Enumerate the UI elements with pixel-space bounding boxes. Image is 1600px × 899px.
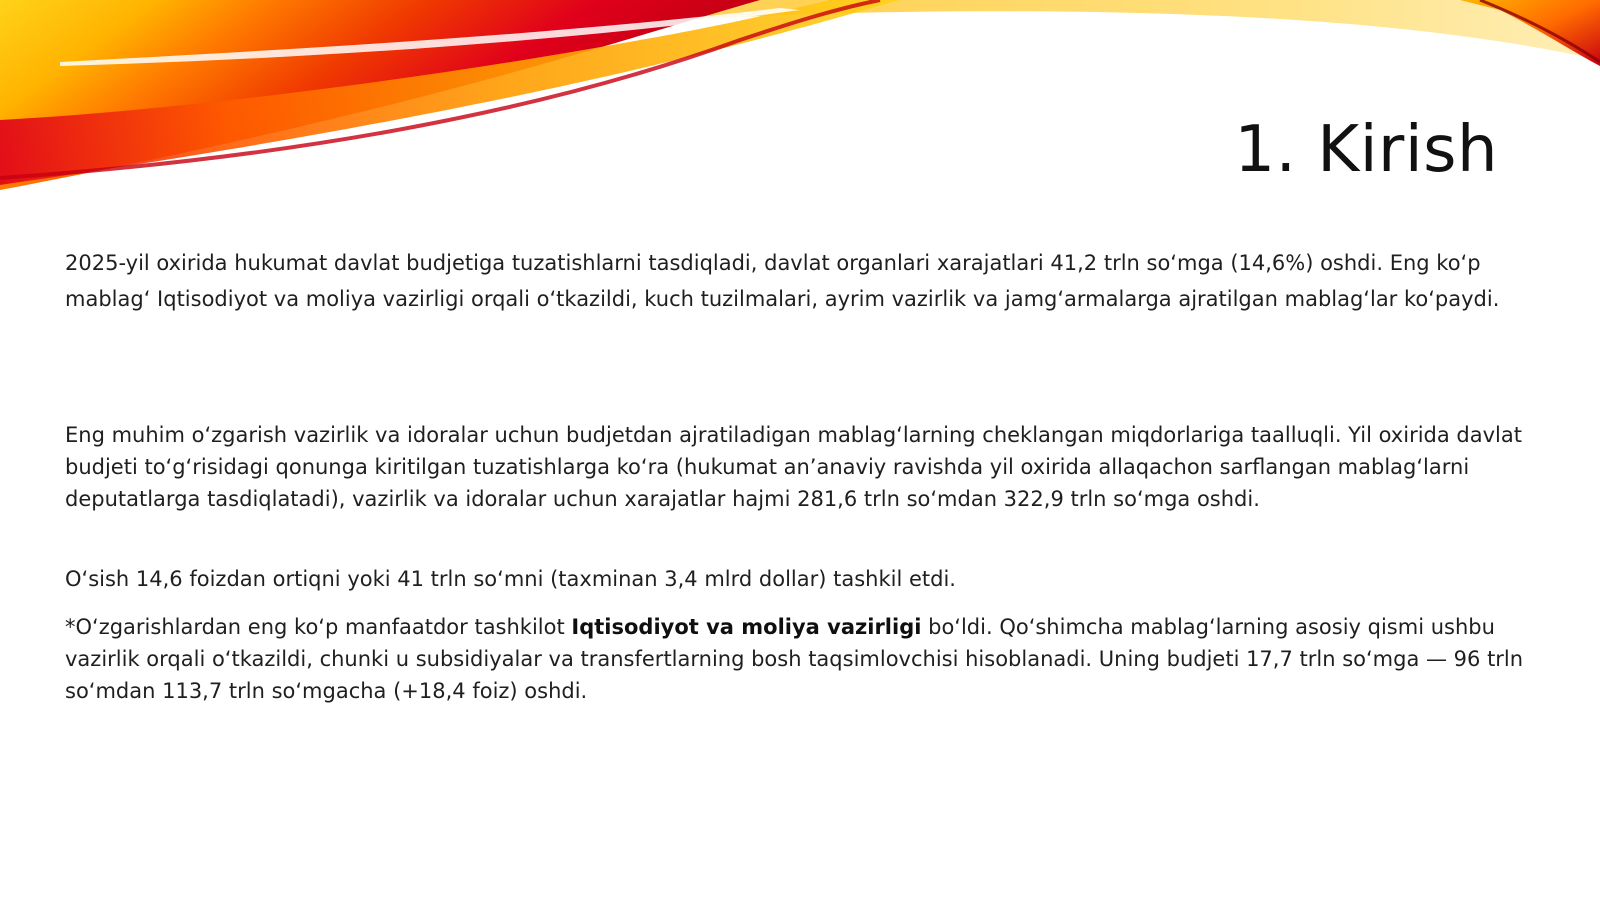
paragraph-lead-text: *O‘zgarishlardan eng ko‘p manfaatdor tashkilot [65, 615, 572, 639]
paragraph-text: O‘sish 14,6 foizdan ortiqni yoki 41 trln so‘mni (taxminan 3,4 mlrd dollar) tashkil etdi. [65, 567, 956, 591]
paragraph-text: Eng muhim o‘zgarish vazirlik va idoralar uchun budjetdan ajratiladigan mablag‘larning cheklangan miqdorlariga taalluqli. Yil oxirida davlat budjeti to‘g‘risidagi qonunga kiritilgan tuzatishlarga ko‘ra (hukumat an’anaviy ravishda yil oxirida allaqachon sarflangan mablag‘larni deputatlarga tasdiqlatadi), vazirlik va idoralar uchun xarajatlar hajmi 281,6 trln so‘mdan 322,9 trln so‘mga oshdi. [65, 423, 1522, 511]
paragraph-text: 2025-yil oxirida hukumat davlat budjetiga tuzatishlarni tasdiqladi, davlat organlari xarajatlari 41,2 trln so‘mga (14,6%) oshdi. Eng ko‘p mablag‘ Iqtisodiyot va moliya vazirligi orqali o‘tkazildi, kuch tuzilmalari, ayrim vazirlik va jamg‘armalarga ajratilgan mablag‘lar ko‘paydi. [65, 251, 1500, 311]
paragraph-main-change [65, 419, 1541, 515]
paragraph-growth [65, 563, 1541, 595]
paragraph-trailing-text: bo‘ldi. Qo‘shimcha mablag‘larning asosiy qismi ushbu vazirlik orqali o‘tkazildi, chunki u subsidiyalar va transfertlarning bosh taqsimlovchisi hisoblanadi. Uning budjeti 17,7 trln so‘mga — 96 trln so‘mdan 113,7 trln so‘mgacha (+18,4 foiz) oshdi. [65, 615, 1524, 703]
slide-title: 1. Kirish [1234, 113, 1498, 187]
ministry-name-bold: Iqtisodiyot va moliya vazirligi [571, 615, 922, 639]
paragraph-beneficiary [65, 611, 1541, 707]
paragraph-text [65, 611, 1541, 707]
paragraph-intro [65, 245, 1541, 317]
